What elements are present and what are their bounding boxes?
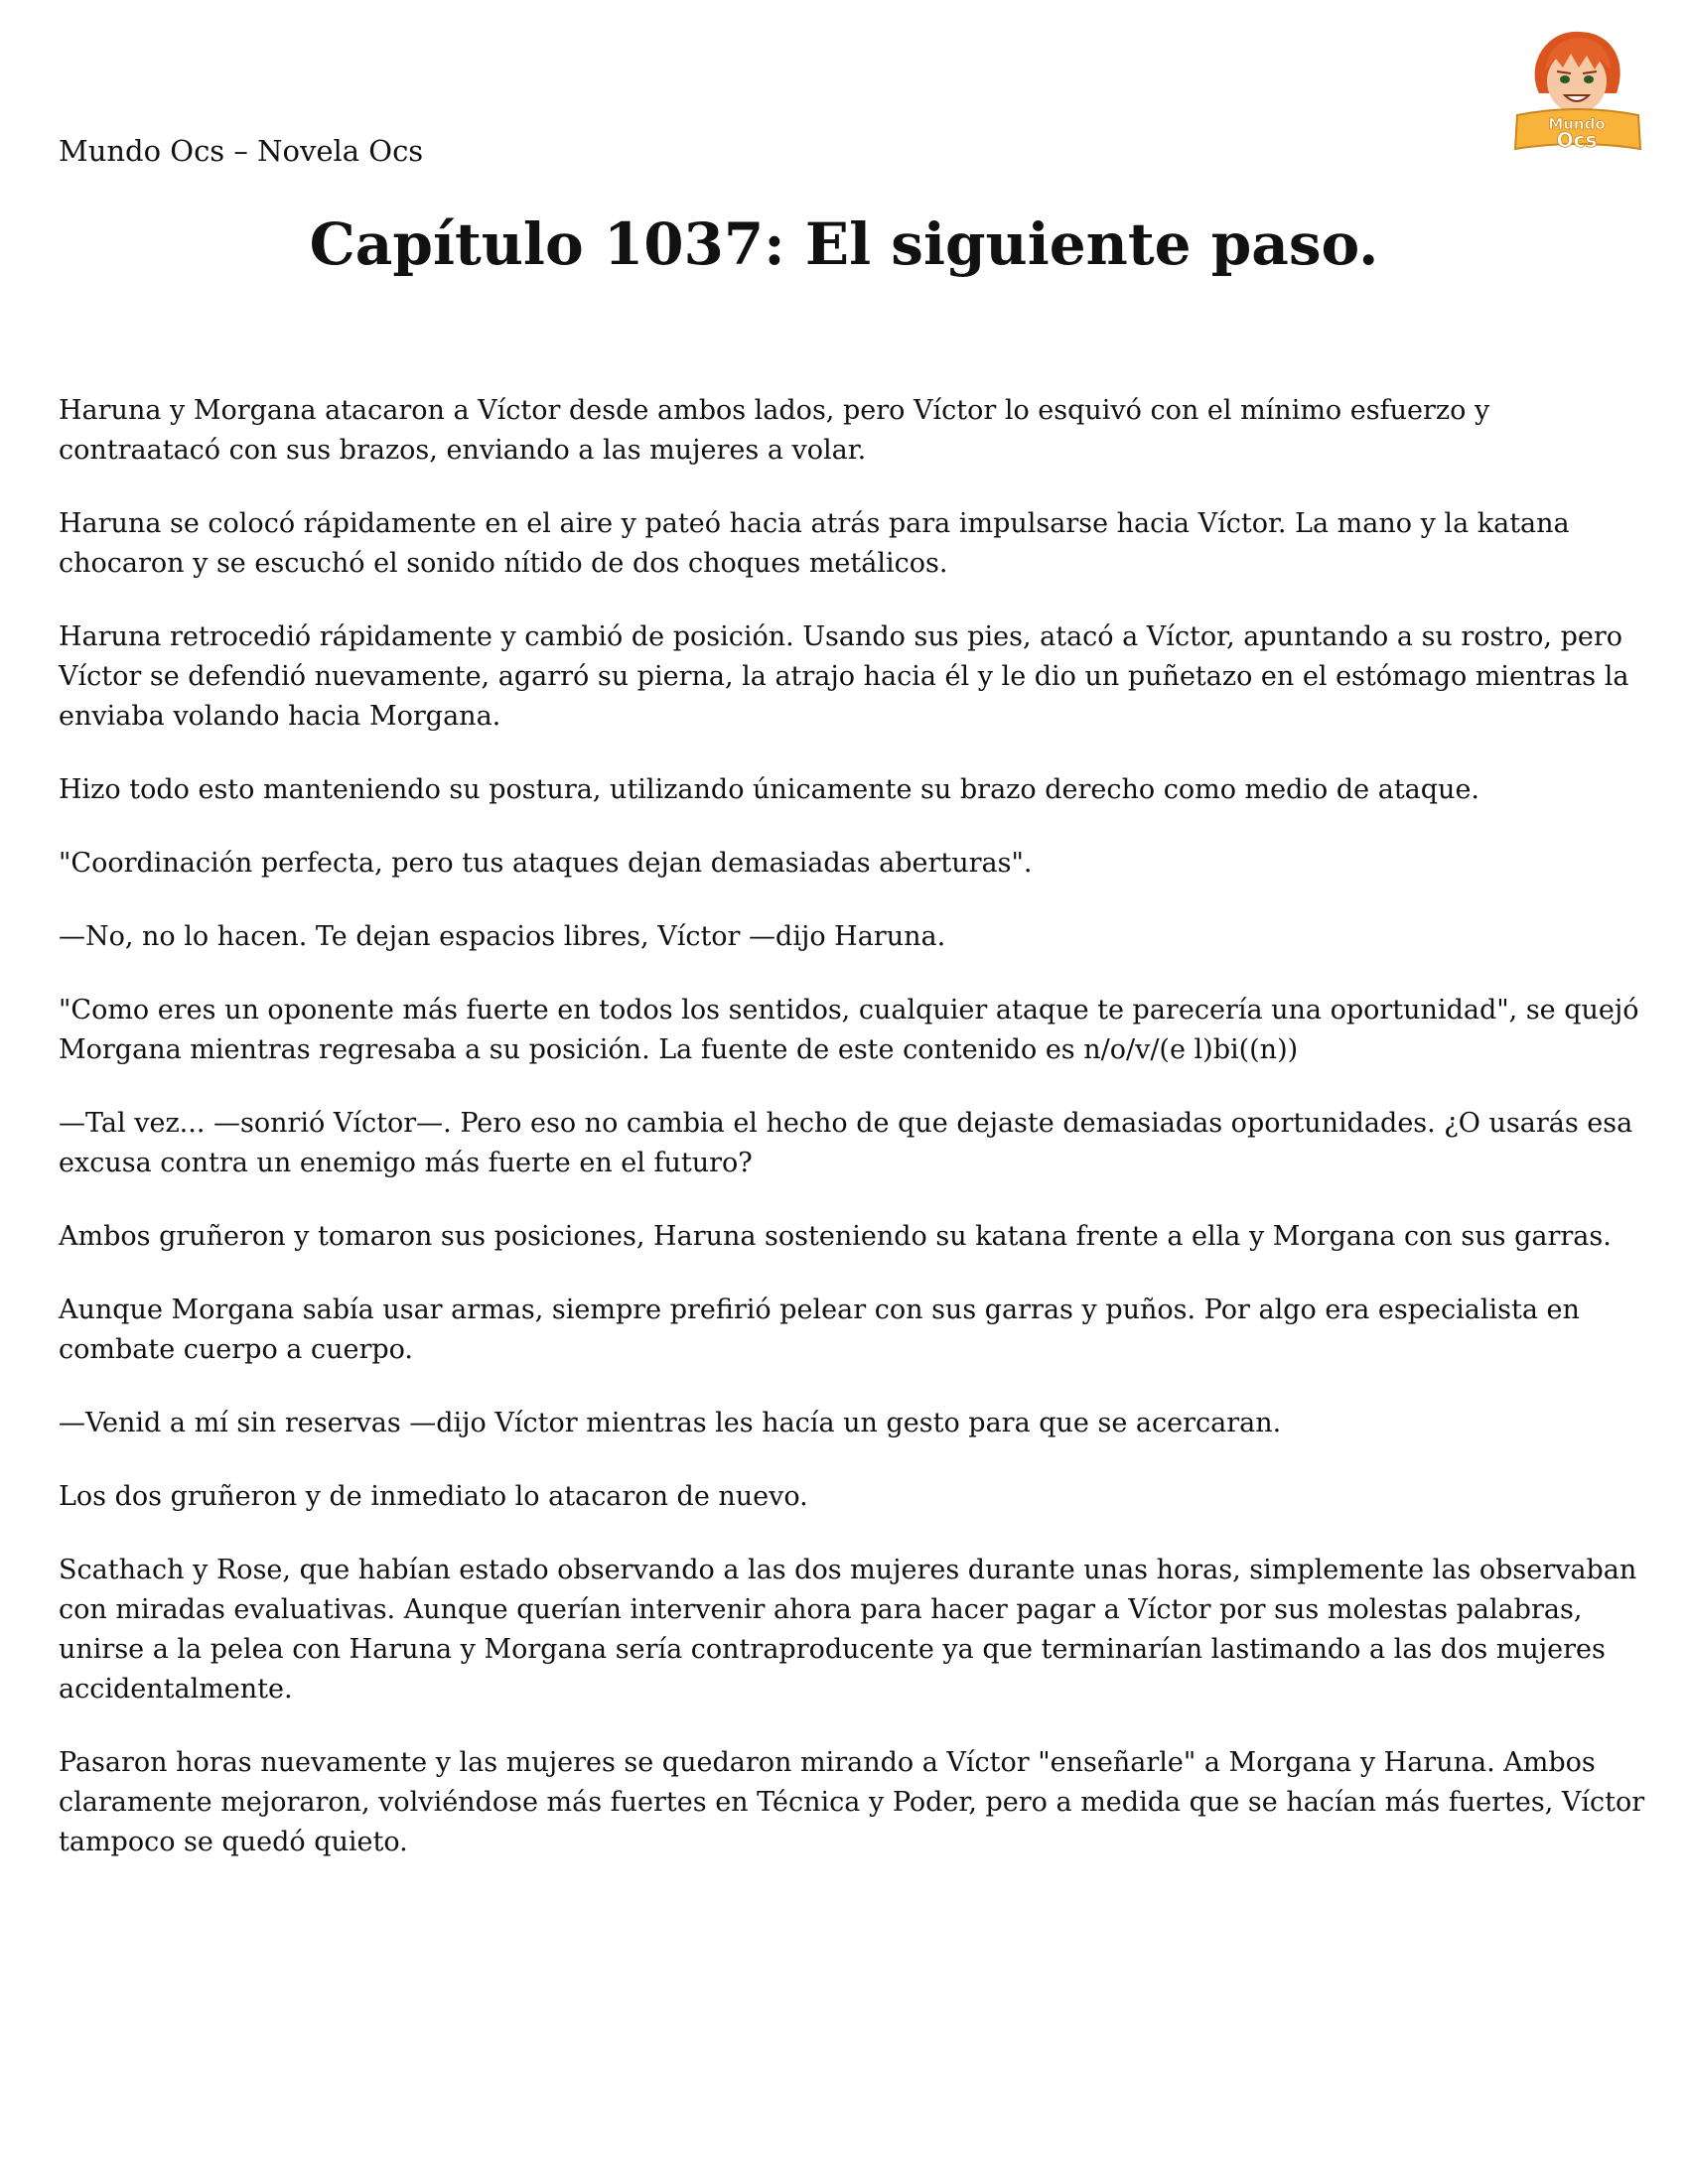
paragraph: Haruna retrocedió rápidamente y cambió de posición. Usando sus pies, atacó a Víctor, apuntando a su rostro, pero Víctor se defendió nuevamente, agarró su pierna, la atrajo hacia él y le dio un puñetazo en el estómago mientras la enviaba volando hacia Morgana.	[59, 621, 1629, 732]
paragraph: Haruna se colocó rápidamente en el aire y pateó hacia atrás para impulsarse hacia Víctor. La mano y la katana chocaron y se escuchó el sonido nítido de dos choques metálicos.	[59, 508, 1570, 579]
paragraph: Hizo todo esto manteniendo su postura, utilizando únicamente su brazo derecho como medio de ataque.	[59, 774, 1479, 805]
logo-text-bottom: Ocs	[1556, 128, 1598, 152]
paragraph: Haruna y Morgana atacaron a Víctor desde ambos lados, pero Víctor lo esquivó con el mínimo esfuerzo y contraatacó con sus brazos, enviando a las mujeres a volar.	[59, 395, 1490, 466]
logo-eye-right	[1584, 75, 1594, 83]
paragraph: "Coordinación perfecta, pero tus ataques dejan demasiadas aberturas".	[59, 848, 1033, 879]
logo-eye-left	[1560, 75, 1570, 83]
chapter-title: Capítulo 1037: El siguiente paso.	[309, 210, 1379, 278]
logo-text-top: Mundo	[1548, 115, 1606, 133]
paragraph: "Como eres un oponente más fuerte en todos los sentidos, cualquier ataque te parecería una oportunidad", se quejó Morgana mientras regresaba a su posición. La fuente de este contenido es n/o/v/(e l)bi((n))	[59, 995, 1639, 1065]
site-header-text: Mundo Ocs – Novela Ocs	[59, 134, 424, 168]
paragraph: —No, no lo hacen. Te dejan espacios libres, Víctor —dijo Haruna.	[59, 921, 946, 952]
mundo-ocs-logo	[1507, 24, 1646, 155]
paragraph: Los dos gruñeron y de inmediato lo atacaron de nuevo.	[59, 1481, 808, 1512]
paragraph: —Tal vez... —sonrió Víctor—. Pero eso no cambia el hecho de que dejaste demasiadas oportunidades. ¿O usarás esa excusa contra un enemigo más fuerte en el futuro?	[59, 1108, 1633, 1178]
paragraph: —Venid a mí sin reservas —dijo Víctor mientras les hacía un gesto para que se acercaran.	[59, 1408, 1282, 1438]
paragraph: Scathach y Rose, que habían estado observando a las dos mujeres durante unas horas, simplemente las observaban con miradas evaluativas. Aunque querían intervenir ahora para hacer pagar a Víctor por sus molestas palabras, unirse a la pelea con Haruna y Morgana sería contraproducente ya que terminarían lastimando a las dos mujeres accidentalmente.	[59, 1555, 1637, 1705]
paragraph: Pasaron horas nuevamente y las mujeres se quedaron mirando a Víctor "enseñarle" a Morgana y Haruna. Ambos claramente mejoraron, volviéndose más fuertes en Técnica y Poder, pero a medida que se hacían más fuertes, Víctor tampoco se quedó quieto.	[59, 1747, 1645, 1857]
paragraph: Ambos gruñeron y tomaron sus posiciones, Haruna sosteniendo su katana frente a ella y Morgana con sus garras.	[59, 1221, 1612, 1252]
chapter-body	[59, 391, 1647, 1896]
paragraph: Aunque Morgana sabía usar armas, siempre prefirió pelear con sus garras y puños. Por algo era especialista en combate cuerpo a cuerpo.	[59, 1295, 1580, 1365]
